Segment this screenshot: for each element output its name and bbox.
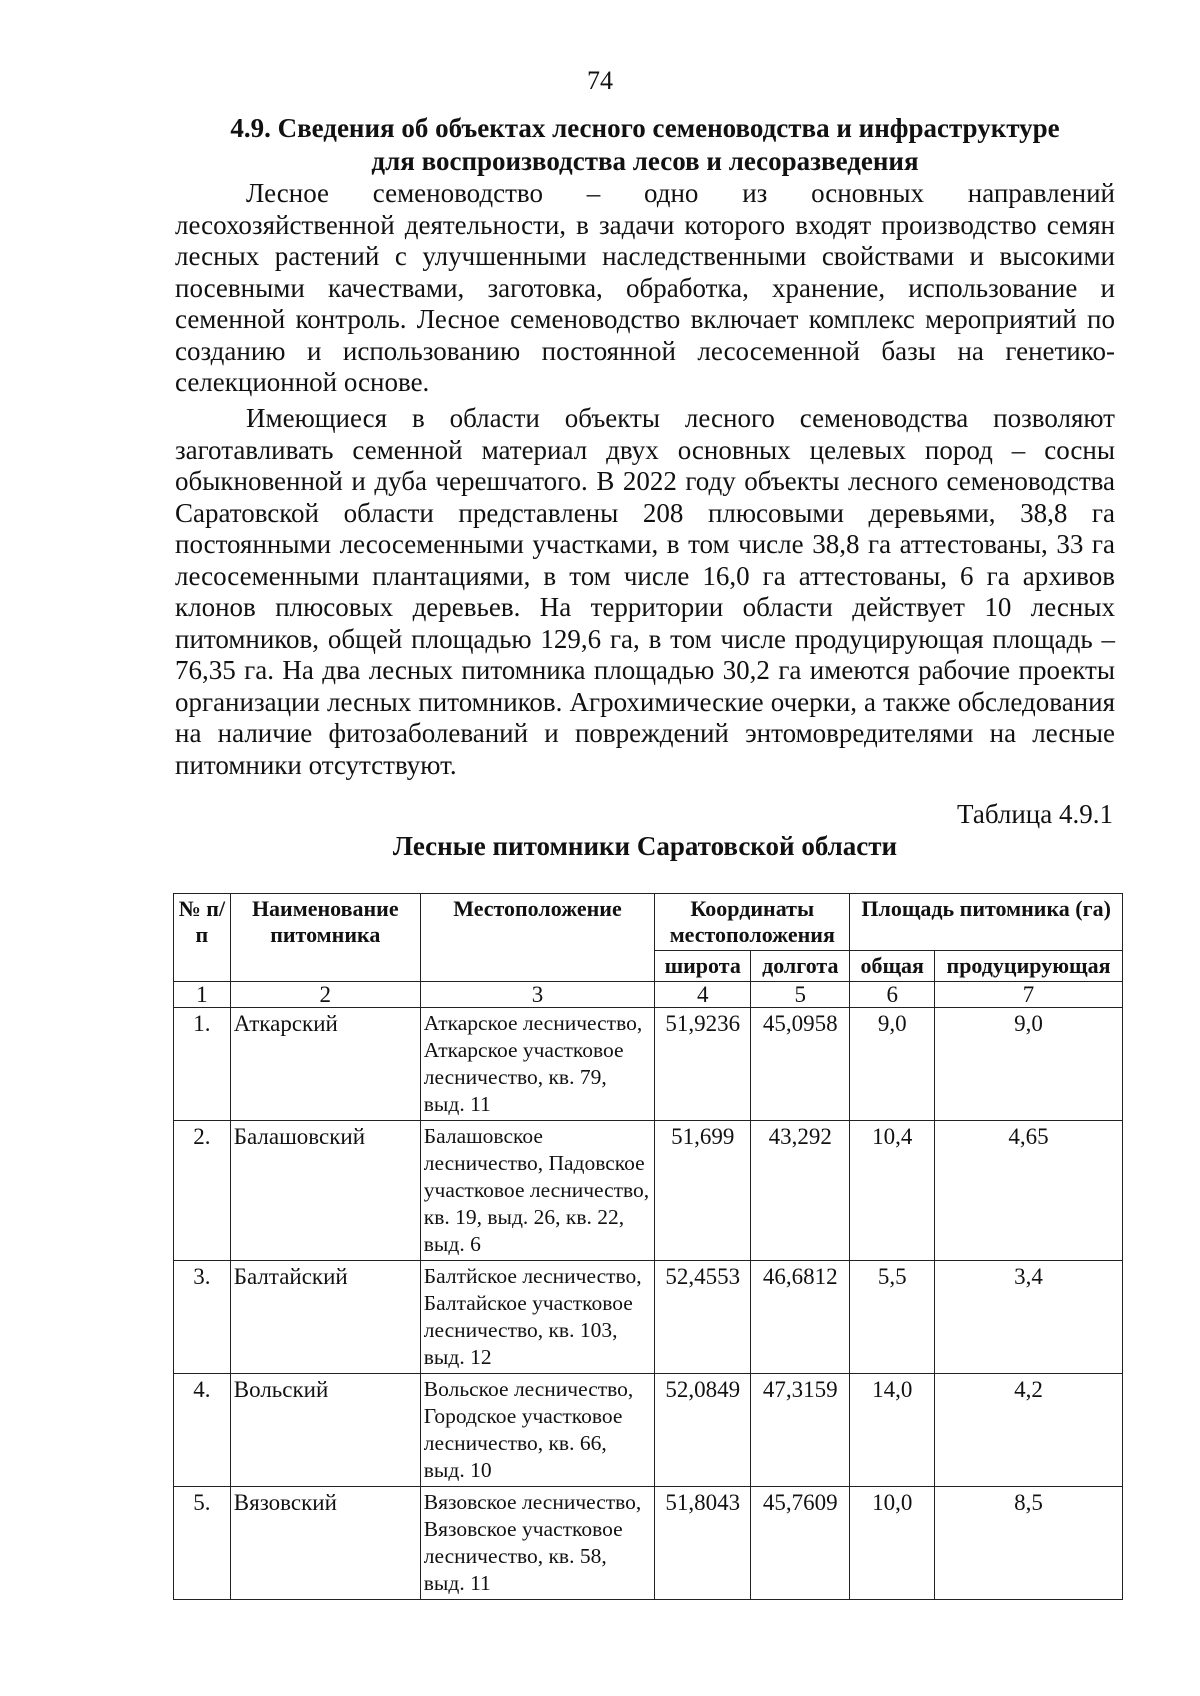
row-location: Аткарское лесничество, Аткарское участковое лесничество, кв. 79, выд. 11 — [420, 1008, 654, 1121]
row-area-productive: 4,2 — [935, 1374, 1123, 1487]
row-area-total: 5,5 — [850, 1261, 935, 1374]
header-location: Местоположение — [420, 894, 654, 982]
nurseries-table — [173, 893, 1123, 1600]
row-area-productive: 8,5 — [935, 1487, 1123, 1600]
column-number: 7 — [935, 982, 1123, 1008]
table-row — [174, 1487, 1123, 1600]
column-number-row — [174, 982, 1123, 1008]
table-title: Лесные питомники Саратовской области — [392, 831, 898, 861]
row-lon: 43,292 — [751, 1121, 850, 1261]
column-number: 1 — [174, 982, 231, 1008]
row-location: Балашовское лесничество, Падовское участковое лесничество, кв. 19, выд. 26, кв. 22, выд. 6 — [420, 1121, 654, 1261]
column-number: 2 — [230, 982, 420, 1008]
paragraph-1-block — [175, 178, 1115, 399]
row-location: Вольское лесничество, Городское участковое лесничество, кв. 66, выд. 10 — [420, 1374, 654, 1487]
header-num: № п/п — [174, 894, 231, 982]
row-lon: 46,6812 — [751, 1261, 850, 1374]
header-area-productive: продуцирующая — [935, 951, 1123, 982]
column-number: 6 — [850, 982, 935, 1008]
section-heading-line-1: 4.9. Сведения об объектах лесного семеноводства и инфраструктуре — [230, 113, 1060, 143]
header-area: Площадь питомника (га) — [850, 894, 1123, 951]
row-name: Вольский — [230, 1374, 420, 1487]
column-number: 3 — [420, 982, 654, 1008]
row-lat: 52,4553 — [655, 1261, 751, 1374]
row-name: Аткарский — [230, 1008, 420, 1121]
row-lon: 45,0958 — [751, 1008, 850, 1121]
row-num: 1. — [174, 1008, 231, 1121]
row-lat: 51,9236 — [655, 1008, 751, 1121]
header-area-total: общая — [850, 951, 935, 982]
header-name: Наименование питомника — [230, 894, 420, 982]
row-num: 4. — [174, 1374, 231, 1487]
row-area-total: 14,0 — [850, 1374, 935, 1487]
paragraph-1: Лесное семеноводство – одно из основных направлений лесохозяйственной деятельности, в задачи которого входят производство семян лесных растений с улучшенными наследственными свойствами и высокими посевными качествами, заготовка, обработка, хранение, использование и семенной контроль. Лесное семеноводство включает комплекс мероприятий по созданию и использованию постоянной лесосеменной базы на генетико-селекционной основе. — [175, 178, 1115, 397]
table-row — [174, 1008, 1123, 1121]
paragraph-2: Имеющиеся в области объекты лесного семеноводства позволяют заготавливать семенной материал двух основных целевых пород – сосны обыкновенной и дуба черешчатого. В 2022 году объекты лесного семеноводства Саратовской области представлены 208 плюсовыми деревьями, 38,8 га постоянными лесосеменными участками, в том числе 38,8 га аттестованы, 33 га лесосеменными плантациями, в том числе 16,0 га аттестованы, 6 га архивов клонов плюсовых деревьев. На территории области действует 10 лесных питомников, общей площадью 129,6 га, в том числе продуцирующая площадь – 76,35 га. На два лесных питомника площадью 30,2 га имеются рабочие проекты организации лесных питомников. Агрохимические очерки, а также обследования на наличие фитозаболеваний и повреждений энтомовредителями на лесные питомники отсутствуют. — [175, 403, 1115, 780]
section-heading-line-2: для воспроизводства лесов и лесоразведения — [371, 146, 919, 176]
table-header-row — [174, 894, 1123, 951]
row-name: Балашовский — [230, 1121, 420, 1261]
row-location: Балтйское лесничество, Балтайское участковое лесничество, кв. 103, выд. 12 — [420, 1261, 654, 1374]
section-heading — [175, 112, 1115, 178]
row-lon: 47,3159 — [751, 1374, 850, 1487]
table-row — [174, 1121, 1123, 1261]
row-area-productive: 4,65 — [935, 1121, 1123, 1261]
row-name: Балтайский — [230, 1261, 420, 1374]
row-area-productive: 9,0 — [935, 1008, 1123, 1121]
table-row — [174, 1261, 1123, 1374]
row-name: Вязовский — [230, 1487, 420, 1600]
row-num: 2. — [174, 1121, 231, 1261]
column-number: 4 — [655, 982, 751, 1008]
column-number: 5 — [751, 982, 850, 1008]
row-location: Вязовское лесничество, Вязовское участковое лесничество, кв. 58, выд. 11 — [420, 1487, 654, 1600]
row-lat: 51,8043 — [655, 1487, 751, 1600]
row-area-total: 10,4 — [850, 1121, 935, 1261]
paragraph-2-block — [175, 403, 1115, 781]
header-lon: долгота — [751, 951, 850, 982]
row-lat: 51,699 — [655, 1121, 751, 1261]
row-area-total: 10,0 — [850, 1487, 935, 1600]
row-area-productive: 3,4 — [935, 1261, 1123, 1374]
table-row — [174, 1374, 1123, 1487]
row-lon: 45,7609 — [751, 1487, 850, 1600]
page-number: 74 — [587, 66, 613, 95]
header-lat: широта — [655, 951, 751, 982]
table-label: Таблица 4.9.1 — [957, 799, 1113, 829]
row-lat: 52,0849 — [655, 1374, 751, 1487]
row-num: 5. — [174, 1487, 231, 1600]
header-coords: Координаты местоположения — [655, 894, 850, 951]
row-num: 3. — [174, 1261, 231, 1374]
row-area-total: 9,0 — [850, 1008, 935, 1121]
